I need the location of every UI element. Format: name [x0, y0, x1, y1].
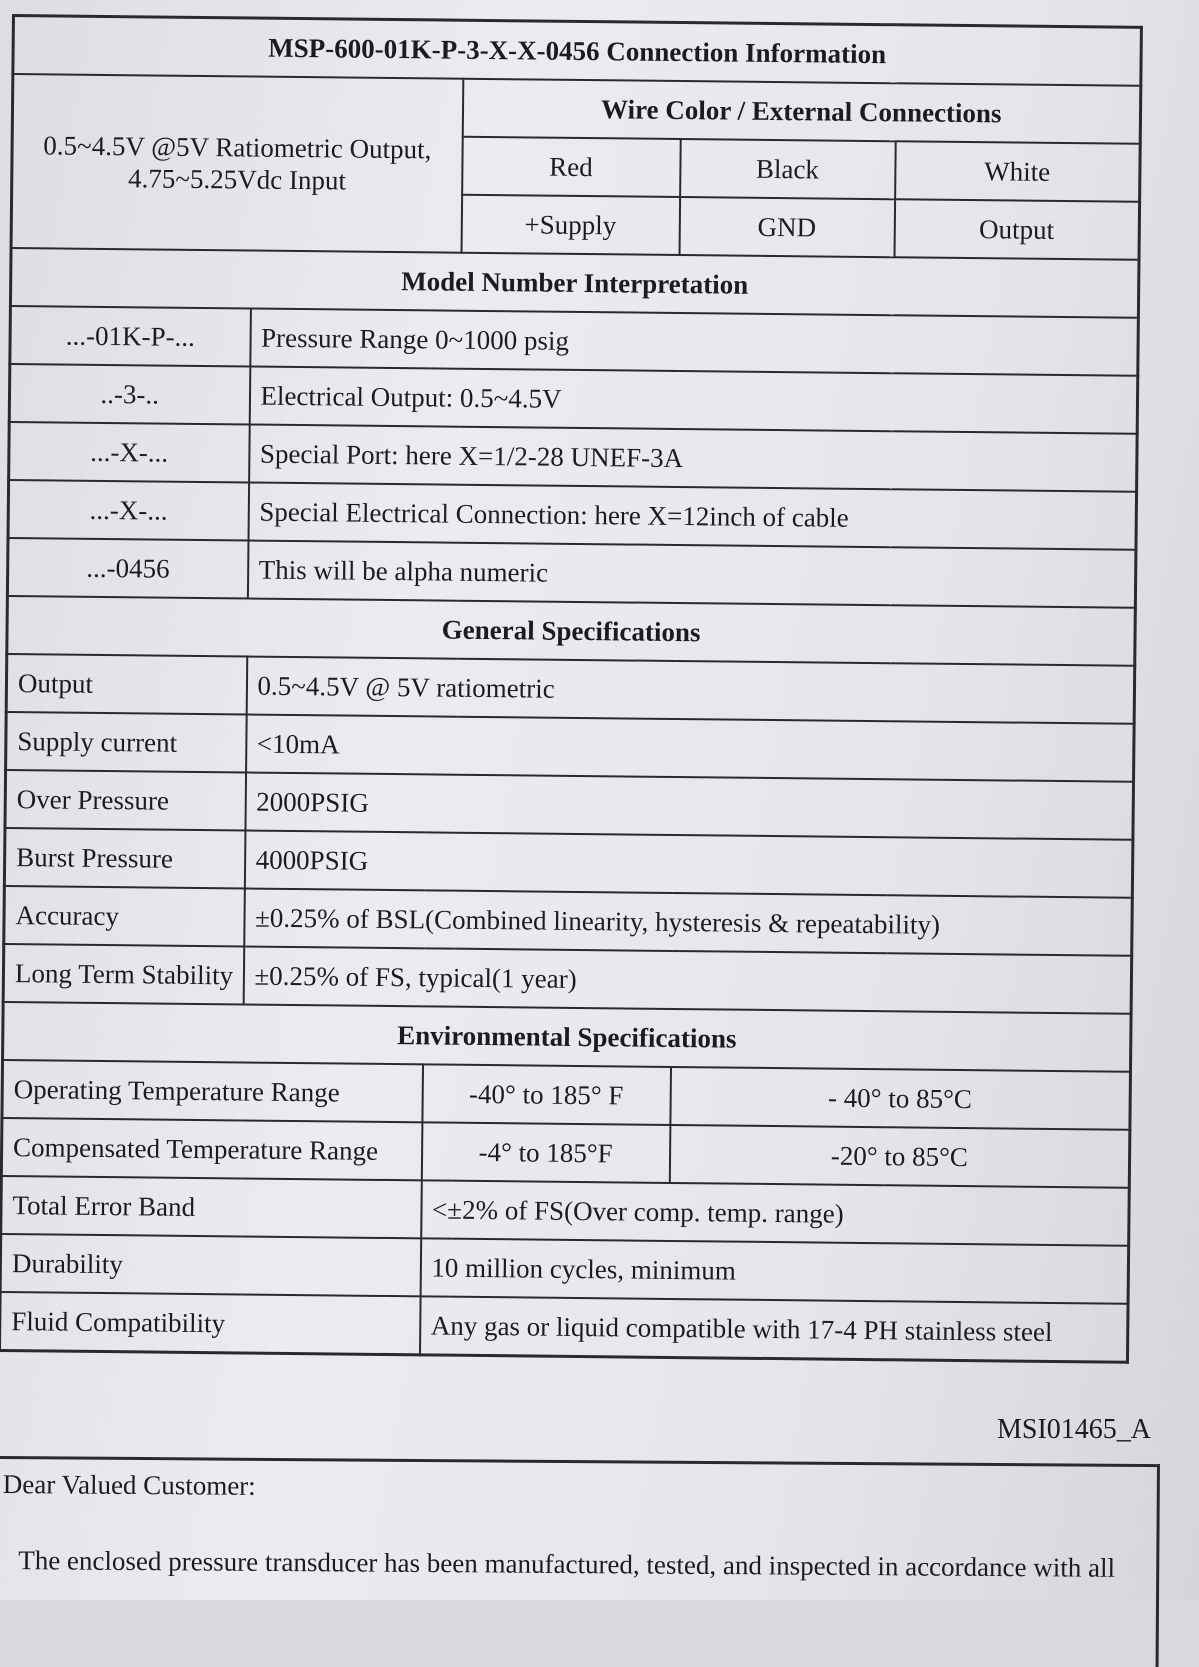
wire-color-red: Red [462, 137, 681, 197]
wire-color-black: Black [680, 139, 896, 199]
environmental-value: Any gas or liquid compatible with 17-4 PH stainless steel [419, 1296, 1128, 1362]
spec-value: 4000PSIG [244, 830, 1133, 897]
temperature-fahrenheit: -40° to 185° F [422, 1064, 671, 1125]
document-reference: MSI01465_A [996, 1414, 1151, 1445]
output-description-line2: 4.75~5.25Vdc Input [127, 163, 347, 196]
general-section-title: General Specifications [7, 596, 1136, 666]
spec-label: Long Term Stability [3, 944, 244, 1005]
customer-letter [0, 1456, 1160, 1667]
wire-color-header: Wire Color / External Connections [462, 79, 1141, 144]
environmental-spec-row [0, 1292, 1128, 1362]
spec-label: Supply current [6, 712, 247, 773]
temperature-fahrenheit: -4° to 185°F [421, 1122, 670, 1183]
environmental-value: <±2% of FS(Over comp. temp. range) [421, 1180, 1130, 1245]
model-meaning: Electrical Output: 0.5~4.5V [249, 367, 1138, 434]
spec-label: Output [6, 654, 247, 715]
environmental-label: Durability [0, 1234, 421, 1296]
environmental-label: Fluid Compatibility [0, 1292, 420, 1355]
temperature-celsius: - 40° to 85°C [670, 1067, 1131, 1130]
wire-function-gnd: GND [679, 197, 895, 257]
spec-value: ±0.25% of FS, typical(1 year) [243, 946, 1132, 1013]
model-code: ..-3-.. [9, 364, 250, 425]
environmental-section-title: Environmental Specifications [3, 1002, 1132, 1072]
letter-greeting: Dear Valued Customer: [2, 1469, 256, 1501]
environmental-label: Total Error Band [1, 1176, 422, 1238]
spec-value: 0.5~4.5V @ 5V ratiometric [246, 656, 1135, 723]
wire-color-white: White [895, 141, 1141, 202]
environmental-value: 10 million cycles, minimum [420, 1238, 1129, 1303]
wire-function-output: Output [894, 199, 1140, 260]
temperature-celsius: -20° to 85°C [669, 1125, 1130, 1188]
spec-label: Accuracy [4, 886, 245, 947]
model-meaning: Special Electrical Connection: here X=12inch of cable [248, 483, 1137, 550]
model-meaning: Special Port: here X=1/2-28 UNEF-3A [249, 425, 1138, 492]
model-code: ...-0456 [7, 538, 248, 599]
document-title: MSP-600-01K-P-3-X-X-0456 Connection Information [13, 16, 1142, 86]
output-description [11, 74, 463, 253]
model-meaning: This will be alpha numeric [247, 541, 1136, 608]
letter-body: The enclosed pressure transducer has been manufactured, tested, and inspected in accordance with all [18, 1545, 1116, 1583]
output-description-line1: 0.5~4.5V @5V Ratiometric Output, [43, 130, 432, 165]
spec-label: Over Pressure [5, 770, 246, 831]
spec-value: 2000PSIG [245, 772, 1134, 839]
temperature-label: Compensated Temperature Range [1, 1118, 422, 1180]
temperature-label: Operating Temperature Range [2, 1060, 423, 1122]
model-meaning: Pressure Range 0~1000 psig [250, 309, 1139, 376]
model-section-title: Model Number Interpretation [10, 248, 1139, 318]
spec-value: ±0.25% of BSL(Combined linearity, hysteresis & repeatability) [244, 888, 1133, 955]
model-code: ...-X-... [8, 480, 249, 541]
spec-value: <10mA [246, 714, 1135, 781]
spec-label: Burst Pressure [4, 828, 245, 889]
spec-table [0, 14, 1143, 1364]
model-code: ...-X-... [9, 422, 250, 483]
wire-function-supply: +Supply [461, 195, 680, 255]
model-code: ...-01K-P-... [10, 306, 251, 367]
